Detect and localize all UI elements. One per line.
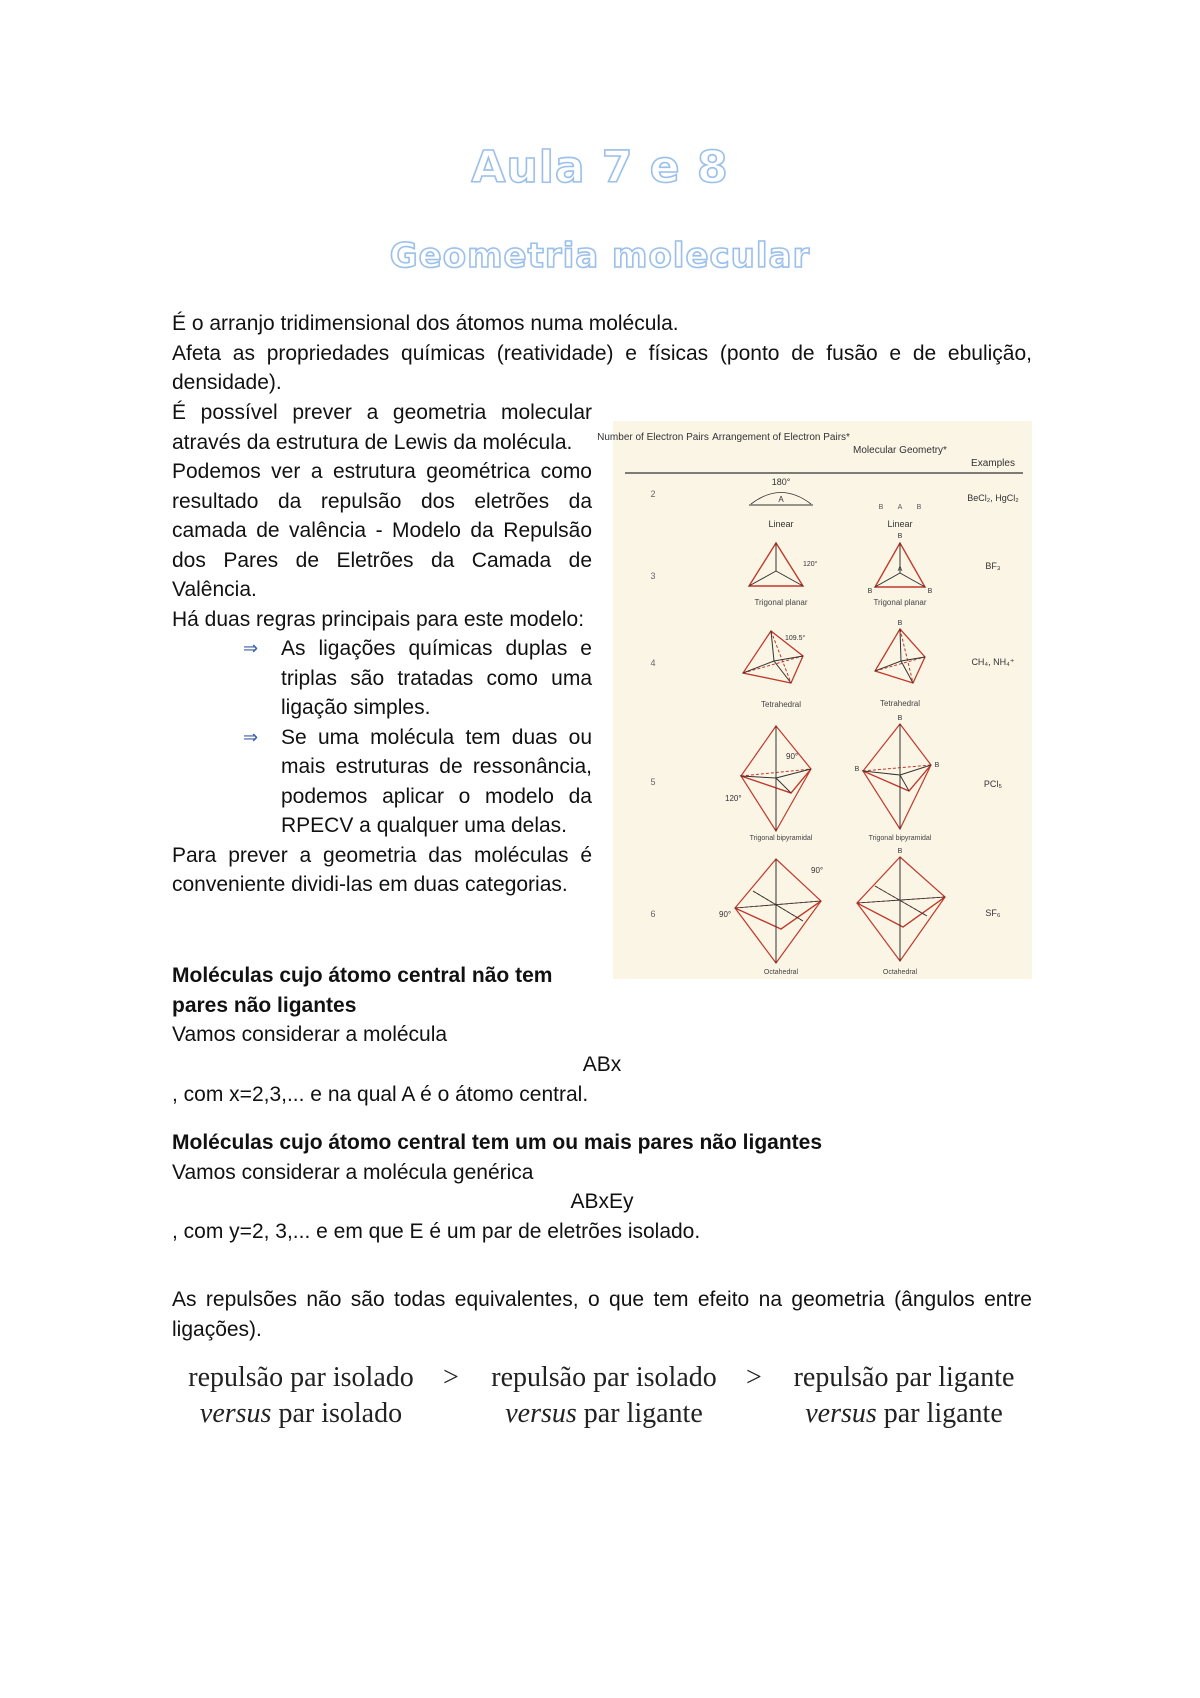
- vsepr-geometry-table-figure: [597, 421, 1032, 979]
- section-with-lone-pairs: [172, 1128, 1032, 1246]
- row-5-arrangement: Octahedral: [763, 969, 799, 976]
- row-2-pair-count: 3: [650, 571, 656, 581]
- row-1-arrangement: Linear: [768, 519, 794, 529]
- section-2-line-2: , com y=2, 3,... e em que E é um par de eletrões isolado.: [172, 1219, 701, 1243]
- row-1-examples: BeCl₂, HgCl₂: [967, 493, 1019, 503]
- repulsion-2-rest: par ligante: [583, 1398, 703, 1429]
- header-molecular-geometry: Molecular Geometry*: [853, 445, 947, 456]
- greater-than-1: >: [443, 1362, 459, 1393]
- row-3-pair-count: 4: [650, 658, 656, 668]
- row-5-angle2-label: 90°: [719, 910, 732, 919]
- row-4-pair-count: 5: [650, 777, 656, 787]
- repulsion-2-bottom: [475, 1396, 733, 1432]
- row-3-atom-b-top: B: [897, 620, 903, 627]
- row-5-eq-axis-1: [735, 901, 821, 908]
- greater-than-2: >: [746, 1362, 762, 1393]
- page-subtitle: Geometria molecular: [389, 236, 811, 276]
- formula-abxey: ABxEy: [570, 1190, 634, 1213]
- row-2-examples: BF₃: [985, 561, 1001, 571]
- row-2-geometry: Trigonal planar: [873, 598, 927, 607]
- left-column: [172, 398, 592, 900]
- rule-text-1: As ligações químicas duplas e triplas são tratadas como uma ligação simples.: [281, 637, 592, 719]
- row-3-angle-label: 109.5°: [785, 635, 806, 642]
- page-title: Aula 7 e 8: [471, 142, 729, 193]
- repulsion-bond-bond: [776, 1360, 1032, 1432]
- arrow-icon: ⇒: [243, 726, 259, 747]
- row-2-atom-b-left: B: [867, 588, 873, 595]
- row-4-examples: PCl₅: [983, 779, 1003, 789]
- row-3-g-bond-4: [901, 657, 925, 661]
- repulsion-2-versus: versus: [505, 1398, 577, 1429]
- row-4-atom-b-right: B: [934, 762, 940, 769]
- section-repulsions: [172, 1285, 1032, 1344]
- row-5-examples: SF₆: [985, 908, 1001, 918]
- repulsion-1-bottom: [172, 1396, 430, 1432]
- repulsion-order: [172, 1360, 1032, 1440]
- vsepr-figure-svg: [597, 421, 1032, 979]
- vsepr-paragraph: Podemos ver a estrutura geométrica como resultado da repulsão dos eletrões da camada de valência - Modelo da Repulsão dos Pares de Eletrões da Camada de Valência.: [172, 460, 592, 601]
- row-1-angle-label: 180°: [771, 477, 791, 487]
- row-2-angle-label: 120°: [803, 561, 818, 568]
- row-1-atom-b2: B: [916, 504, 922, 511]
- row-4-geometry: Trigonal bipyramidal: [868, 835, 932, 842]
- rule-item-2: [172, 723, 592, 841]
- row-3-bond-1: [771, 631, 774, 661]
- row-5-g-eq-axis-1: [857, 897, 945, 903]
- row-5-arrangement-lower: [735, 901, 821, 963]
- row-2-atom-b-right: B: [927, 588, 933, 595]
- row-3-examples: CH₄, NH₄⁺: [971, 657, 1015, 667]
- repulsion-3-bottom: [776, 1396, 1032, 1432]
- row-4-angle2-label: 120°: [725, 794, 742, 803]
- header-arrangement: Arrangement of Electron Pairs*: [712, 432, 850, 443]
- section-1-continued: [172, 1050, 1032, 1109]
- intro-line-2: Afeta as propriedades químicas (reatividade) e físicas (ponto de fusão e de ebulição, densidade).: [172, 341, 1032, 394]
- row-5-atom-b-top: B: [897, 848, 903, 855]
- lewis-paragraph: É possível prever a geometria molecular através da estrutura de Lewis da molécula.: [172, 401, 592, 454]
- row-2-atom-b-top: B: [897, 533, 903, 540]
- row-4-geometry-upper: [863, 724, 931, 791]
- rule-text-2: Se uma molécula tem duas ou mais estruturas de ressonância, podemos aplicar o modelo da RPECV a qualquer uma delas.: [281, 725, 592, 837]
- row-5-angle-label: 90°: [811, 866, 824, 875]
- section-1-line-1: Vamos considerar a molécula: [172, 1023, 448, 1046]
- section-2-line-1: Vamos considerar a molécula genérica: [172, 1160, 534, 1184]
- intro-line-1: É o arranjo tridimensional dos átomos numa molécula.: [172, 312, 679, 335]
- row-3-geometry: Tetrahedral: [879, 699, 921, 708]
- repulsions-text: As repulsões não são todas equivalentes, o que tem efeito na geometria (ângulos entre ligações).: [172, 1288, 1032, 1341]
- row-4-angle-label: 90°: [786, 752, 799, 761]
- row-5-geometry-lower: [857, 897, 945, 961]
- repulsion-lone-lone: [172, 1360, 430, 1432]
- section-no-lone-pairs: [172, 961, 592, 1050]
- categories-paragraph: Para prever a geometria das moléculas é conveniente dividi-las em duas categorias.: [172, 843, 592, 896]
- rule-item-1: [172, 634, 592, 723]
- repulsion-lone-bond: [475, 1360, 733, 1432]
- section-1-heading: Moléculas cujo átomo central não tem pares não ligantes: [172, 964, 553, 1017]
- row-4-atom-b-left: B: [854, 766, 860, 773]
- rules-intro: Há duas regras principais para este modelo:: [172, 607, 585, 631]
- row-1-atom-b1: B: [878, 504, 884, 511]
- row-4-atom-b-top: B: [897, 715, 903, 722]
- row-1-center-atom: A: [778, 495, 784, 504]
- section-1-line-2: , com x=2,3,... e na qual A é o átomo central.: [172, 1082, 589, 1106]
- row-1-pair-count: 2: [650, 489, 656, 499]
- repulsion-2-top: repulsão par isolado: [491, 1362, 717, 1393]
- row-4-arrangement: Trigonal bipyramidal: [749, 835, 813, 842]
- row-3-arrangement: Tetrahedral: [760, 700, 802, 709]
- section-2-heading: Moléculas cujo átomo central tem um ou mais pares não ligantes: [172, 1131, 823, 1154]
- intro-block: [172, 309, 1032, 398]
- row-5-pair-count: 6: [650, 909, 656, 919]
- repulsion-1-top: repulsão par isolado: [188, 1362, 414, 1393]
- header-electron-pairs: Number of Electron Pairs: [597, 432, 709, 443]
- arrow-icon: ⇒: [243, 638, 259, 658]
- row-2-atom-a: A: [897, 566, 903, 573]
- row-3-g-bond-2: [875, 661, 901, 671]
- row-2-arrangement: Trigonal planar: [754, 598, 808, 607]
- formula-abx: ABx: [582, 1053, 622, 1076]
- row-1-atom-a: A: [897, 504, 903, 511]
- repulsion-1-versus: versus: [199, 1398, 272, 1429]
- header-examples: Examples: [971, 458, 1015, 469]
- row-1-geometry: Linear: [887, 519, 913, 529]
- row-3-g-bond-1: [900, 629, 901, 661]
- repulsion-3-rest: par ligante: [883, 1398, 1003, 1429]
- repulsion-3-versus: versus: [805, 1398, 877, 1429]
- repulsion-3-top: repulsão par ligante: [793, 1362, 1015, 1393]
- repulsion-1-rest: par isolado: [278, 1398, 403, 1429]
- row-5-geometry: Octahedral: [882, 969, 918, 976]
